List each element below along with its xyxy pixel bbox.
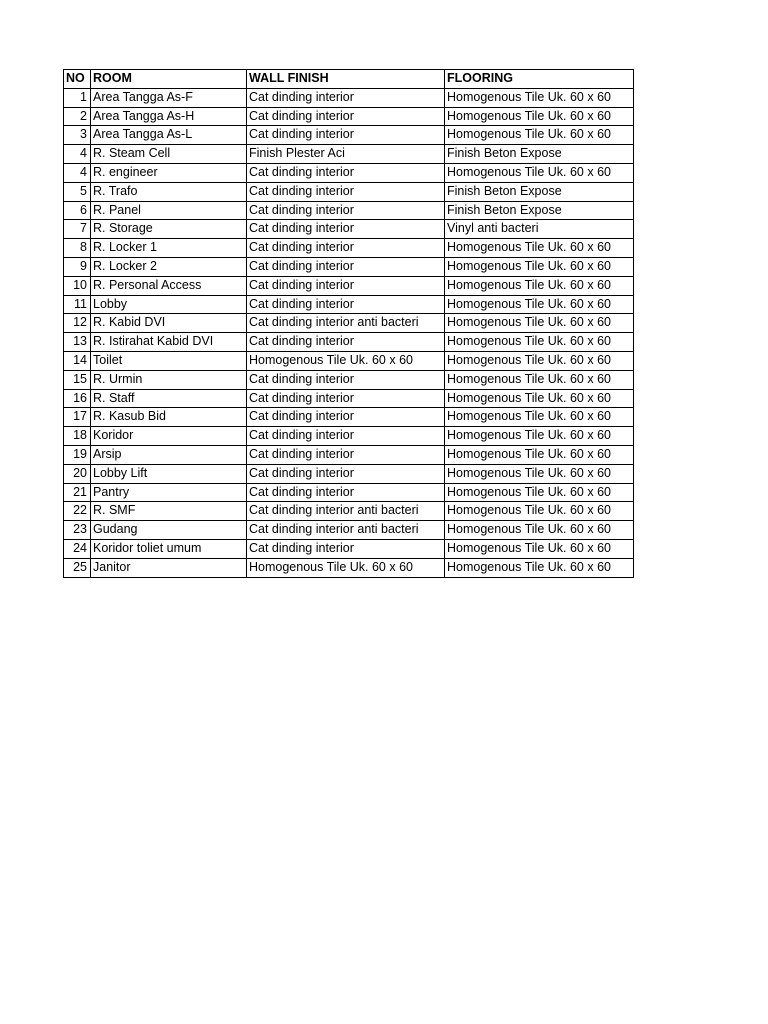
cell-flooring[interactable]: Homogenous Tile Uk. 60 x 60: [445, 445, 634, 464]
table-row[interactable]: [64, 483, 634, 502]
cell-flooring[interactable]: Homogenous Tile Uk. 60 x 60: [445, 389, 634, 408]
cell-wall-finish[interactable]: Finish Plester Aci: [247, 145, 445, 164]
cell-flooring[interactable]: Homogenous Tile Uk. 60 x 60: [445, 88, 634, 107]
table-row[interactable]: [64, 88, 634, 107]
cell-no[interactable]: 9: [64, 257, 91, 276]
cell-wall-finish[interactable]: Cat dinding interior: [247, 182, 445, 201]
cell-wall-finish[interactable]: Cat dinding interior: [247, 239, 445, 258]
cell-flooring[interactable]: Homogenous Tile Uk. 60 x 60: [445, 351, 634, 370]
table-row[interactable]: [64, 295, 634, 314]
table-row[interactable]: [64, 370, 634, 389]
cell-room[interactable]: Area Tangga As-F: [91, 88, 247, 107]
cell-no[interactable]: 23: [64, 521, 91, 540]
table-row[interactable]: [64, 220, 634, 239]
cell-flooring[interactable]: Homogenous Tile Uk. 60 x 60: [445, 126, 634, 145]
cell-wall-finish[interactable]: Cat dinding interior: [247, 295, 445, 314]
table-row[interactable]: [64, 201, 634, 220]
cell-room[interactable]: R. Kasub Bid: [91, 408, 247, 427]
cell-room[interactable]: R. engineer: [91, 163, 247, 182]
cell-wall-finish[interactable]: Cat dinding interior anti bacteri: [247, 502, 445, 521]
finish-schedule-table: [63, 69, 634, 578]
cell-flooring[interactable]: Homogenous Tile Uk. 60 x 60: [445, 333, 634, 352]
cell-no[interactable]: 15: [64, 370, 91, 389]
cell-flooring[interactable]: Finish Beton Expose: [445, 201, 634, 220]
cell-no[interactable]: 14: [64, 351, 91, 370]
table-row[interactable]: [64, 408, 634, 427]
cell-room[interactable]: Lobby Lift: [91, 464, 247, 483]
cell-flooring[interactable]: Homogenous Tile Uk. 60 x 60: [445, 521, 634, 540]
cell-no[interactable]: 19: [64, 445, 91, 464]
cell-room[interactable]: Lobby: [91, 295, 247, 314]
cell-no[interactable]: 10: [64, 276, 91, 295]
cell-no[interactable]: 6: [64, 201, 91, 220]
cell-flooring[interactable]: Homogenous Tile Uk. 60 x 60: [445, 427, 634, 446]
cell-wall-finish[interactable]: Cat dinding interior: [247, 257, 445, 276]
table-row[interactable]: [64, 239, 634, 258]
table-row[interactable]: [64, 145, 634, 164]
cell-flooring[interactable]: Vinyl anti bacteri: [445, 220, 634, 239]
cell-flooring[interactable]: Homogenous Tile Uk. 60 x 60: [445, 276, 634, 295]
cell-room[interactable]: Arsip: [91, 445, 247, 464]
cell-room[interactable]: R. Storage: [91, 220, 247, 239]
finish-schedule-sheet: [63, 69, 634, 578]
cell-no[interactable]: 16: [64, 389, 91, 408]
cell-no[interactable]: 4: [64, 145, 91, 164]
cell-room[interactable]: R. Locker 1: [91, 239, 247, 258]
cell-no[interactable]: 21: [64, 483, 91, 502]
header-wall-finish: WALL FINISH: [247, 70, 445, 89]
cell-wall-finish[interactable]: Homogenous Tile Uk. 60 x 60: [247, 351, 445, 370]
table-body: [64, 88, 634, 577]
table-row[interactable]: [64, 389, 634, 408]
cell-room[interactable]: R. Panel: [91, 201, 247, 220]
cell-room[interactable]: Koridor: [91, 427, 247, 446]
cell-wall-finish[interactable]: Cat dinding interior: [247, 126, 445, 145]
table-row[interactable]: [64, 163, 634, 182]
cell-no[interactable]: 4: [64, 163, 91, 182]
cell-flooring[interactable]: Homogenous Tile Uk. 60 x 60: [445, 408, 634, 427]
cell-room[interactable]: Koridor toliet umum: [91, 539, 247, 558]
cell-wall-finish[interactable]: Cat dinding interior: [247, 445, 445, 464]
cell-flooring[interactable]: Homogenous Tile Uk. 60 x 60: [445, 502, 634, 521]
header-room: ROOM: [91, 70, 247, 89]
cell-wall-finish[interactable]: Cat dinding interior: [247, 483, 445, 502]
header-row: [64, 70, 634, 89]
cell-room[interactable]: R. SMF: [91, 502, 247, 521]
cell-no[interactable]: 2: [64, 107, 91, 126]
cell-no[interactable]: 22: [64, 502, 91, 521]
table-row[interactable]: [64, 126, 634, 145]
cell-no[interactable]: 7: [64, 220, 91, 239]
cell-room[interactable]: R. Urmin: [91, 370, 247, 389]
cell-wall-finish[interactable]: Cat dinding interior: [247, 539, 445, 558]
cell-wall-finish[interactable]: Cat dinding interior: [247, 88, 445, 107]
cell-flooring[interactable]: Homogenous Tile Uk. 60 x 60: [445, 295, 634, 314]
cell-room[interactable]: R. Personal Access: [91, 276, 247, 295]
cell-wall-finish[interactable]: Cat dinding interior: [247, 163, 445, 182]
cell-room[interactable]: R. Trafo: [91, 182, 247, 201]
cell-flooring[interactable]: Homogenous Tile Uk. 60 x 60: [445, 558, 634, 577]
table-row[interactable]: [64, 464, 634, 483]
cell-wall-finish[interactable]: Homogenous Tile Uk. 60 x 60: [247, 558, 445, 577]
cell-room[interactable]: R. Istirahat Kabid DVI: [91, 333, 247, 352]
cell-flooring[interactable]: Homogenous Tile Uk. 60 x 60: [445, 257, 634, 276]
cell-room[interactable]: Area Tangga As-L: [91, 126, 247, 145]
table-row[interactable]: [64, 314, 634, 333]
cell-room[interactable]: R. Locker 2: [91, 257, 247, 276]
cell-flooring[interactable]: Homogenous Tile Uk. 60 x 60: [445, 539, 634, 558]
cell-room[interactable]: Toilet: [91, 351, 247, 370]
cell-wall-finish[interactable]: Cat dinding interior: [247, 220, 445, 239]
table-row[interactable]: [64, 351, 634, 370]
cell-flooring[interactable]: Homogenous Tile Uk. 60 x 60: [445, 370, 634, 389]
table-row[interactable]: [64, 257, 634, 276]
cell-no[interactable]: 12: [64, 314, 91, 333]
cell-wall-finish[interactable]: Cat dinding interior: [247, 107, 445, 126]
table-row[interactable]: [64, 276, 634, 295]
cell-flooring[interactable]: Homogenous Tile Uk. 60 x 60: [445, 464, 634, 483]
cell-wall-finish[interactable]: Cat dinding interior: [247, 370, 445, 389]
cell-no[interactable]: 17: [64, 408, 91, 427]
table-row[interactable]: [64, 521, 634, 540]
table-row[interactable]: [64, 445, 634, 464]
cell-no[interactable]: 24: [64, 539, 91, 558]
cell-room[interactable]: Gudang: [91, 521, 247, 540]
cell-room[interactable]: Pantry: [91, 483, 247, 502]
cell-wall-finish[interactable]: Cat dinding interior anti bacteri: [247, 521, 445, 540]
table-row[interactable]: [64, 539, 634, 558]
cell-no[interactable]: 13: [64, 333, 91, 352]
header-flooring: FLOORING: [445, 70, 634, 89]
cell-room[interactable]: R. Kabid DVI: [91, 314, 247, 333]
table-row[interactable]: [64, 558, 634, 577]
cell-flooring[interactable]: Finish Beton Expose: [445, 182, 634, 201]
cell-wall-finish[interactable]: Cat dinding interior: [247, 464, 445, 483]
cell-room[interactable]: R. Steam Cell: [91, 145, 247, 164]
cell-flooring[interactable]: Homogenous Tile Uk. 60 x 60: [445, 163, 634, 182]
cell-no[interactable]: 1: [64, 88, 91, 107]
cell-room[interactable]: Janitor: [91, 558, 247, 577]
cell-wall-finish[interactable]: Cat dinding interior anti bacteri: [247, 314, 445, 333]
cell-wall-finish[interactable]: Cat dinding interior: [247, 201, 445, 220]
table-row[interactable]: [64, 333, 634, 352]
cell-flooring[interactable]: Homogenous Tile Uk. 60 x 60: [445, 107, 634, 126]
table-row[interactable]: [64, 182, 634, 201]
cell-wall-finish[interactable]: Cat dinding interior: [247, 389, 445, 408]
cell-no[interactable]: 25: [64, 558, 91, 577]
cell-flooring[interactable]: Finish Beton Expose: [445, 145, 634, 164]
cell-no[interactable]: 3: [64, 126, 91, 145]
cell-no[interactable]: 11: [64, 295, 91, 314]
cell-flooring[interactable]: Homogenous Tile Uk. 60 x 60: [445, 483, 634, 502]
cell-no[interactable]: 20: [64, 464, 91, 483]
table-row[interactable]: [64, 107, 634, 126]
cell-no[interactable]: 8: [64, 239, 91, 258]
header-no: NO: [64, 70, 91, 89]
cell-no[interactable]: 18: [64, 427, 91, 446]
cell-flooring[interactable]: Homogenous Tile Uk. 60 x 60: [445, 239, 634, 258]
cell-room[interactable]: Area Tangga As-H: [91, 107, 247, 126]
cell-room[interactable]: R. Staff: [91, 389, 247, 408]
cell-no[interactable]: 5: [64, 182, 91, 201]
cell-wall-finish[interactable]: Cat dinding interior: [247, 333, 445, 352]
table-header: [64, 70, 634, 89]
cell-flooring[interactable]: Homogenous Tile Uk. 60 x 60: [445, 314, 634, 333]
table-row[interactable]: [64, 427, 634, 446]
table-row[interactable]: [64, 502, 634, 521]
cell-wall-finish[interactable]: Cat dinding interior: [247, 427, 445, 446]
cell-wall-finish[interactable]: Cat dinding interior: [247, 408, 445, 427]
cell-wall-finish[interactable]: Cat dinding interior: [247, 276, 445, 295]
